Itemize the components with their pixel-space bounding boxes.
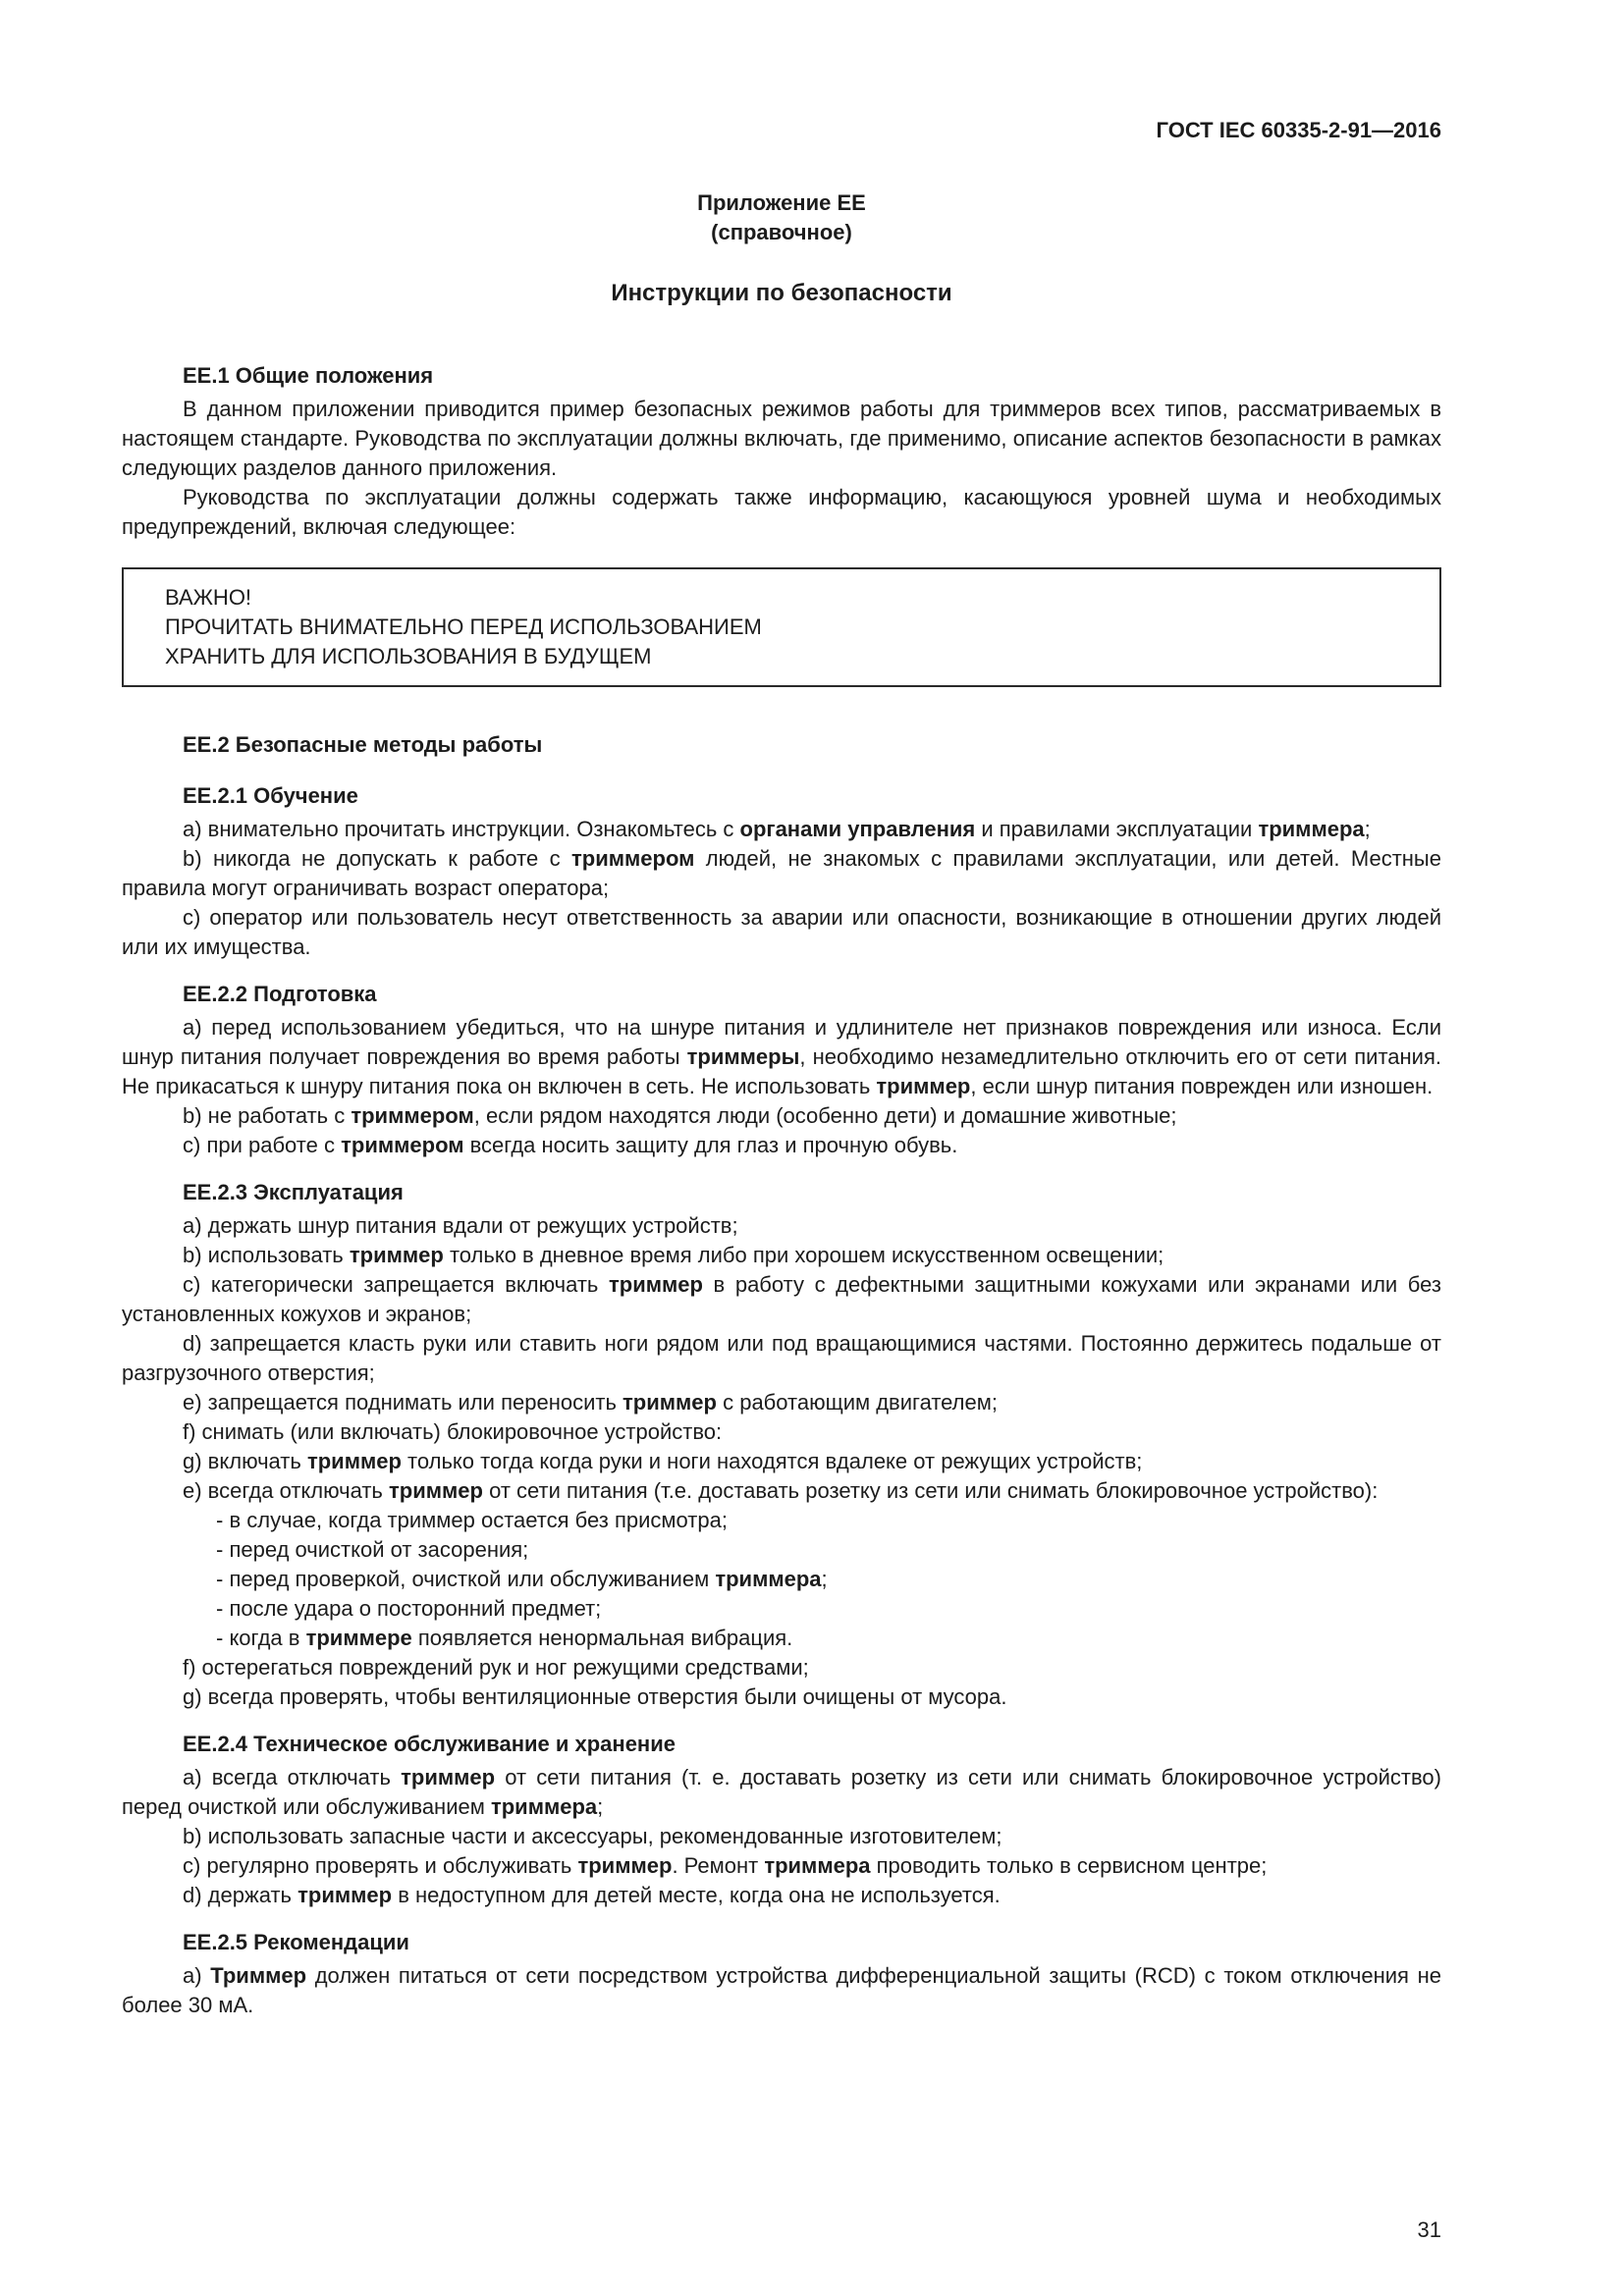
text-run: - когда в [216,1626,306,1650]
text-run: , если рядом находятся люди (особенно дети) и домашние животные; [473,1103,1177,1128]
text-run: g) всегда проверять, чтобы вентиляционные отверстия были очищены от мусора. [183,1684,1007,1709]
paragraph [122,1131,1441,1160]
text-run: c) категорически запрещается включать [183,1272,609,1297]
bold-term: триммер [401,1765,496,1789]
text-run: a) всегда отключать [183,1765,402,1789]
paragraph [122,1682,1441,1712]
annex-subtitle: (справочное) [711,220,852,244]
text-run: f) остерегаться повреждений рук и ног режущими средствами; [183,1655,809,1680]
bold-term: Триммер [210,1963,307,1988]
bold-term: триммера [1258,817,1365,841]
text-run: a) перед использованием убедиться, что на шнуре питания и удлинителе нет признаков повреждения или износа. Если шнур питания получает повреждения во время работы [122,1015,1441,1069]
paragraph [122,1476,1441,1506]
bold-term: триммер [577,1853,673,1878]
text-run: a) держать шнур питания вдали от режущих устройств; [183,1213,738,1238]
bold-term: органами управления [739,817,976,841]
text-run: ; [1364,817,1371,841]
section-heading [122,1160,1441,1211]
paragraph [122,1270,1441,1329]
paragraph [122,1417,1441,1447]
important-notice-line: ХРАНИТЬ ДЛЯ ИСПОЛЬЗОВАНИЯ В БУДУЩЕМ [165,644,652,668]
paragraph [122,844,1441,903]
text-run: b) использовать запасные части и аксессуары, рекомендованные изготовителем; [183,1824,1002,1848]
paragraph [122,1101,1441,1131]
bold-term: триммер [298,1883,393,1907]
paragraph [122,1447,1441,1476]
text-run: ЕЕ.2.3 Эксплуатация [183,1180,404,1204]
document-header-standard-number: ГОСТ IEC 60335-2-91—2016 [1156,118,1441,142]
text-run: ; [821,1567,828,1591]
paragraph [122,815,1441,844]
paragraph [122,1013,1441,1101]
text-run: f) снимать (или включать) блокировочное устройство: [183,1419,723,1444]
text-run: людей, не знакомых с правилами эксплуатации, или детей. Местные правила могут ограничивать возраст оператора; [122,846,1441,900]
text-run: ЕЕ.2.1 Обучение [183,783,358,808]
text-run: проводить только в сервисном центре; [870,1853,1268,1878]
important-notice-line: ПРОЧИТАТЬ ВНИМАТЕЛЬНО ПЕРЕД ИСПОЛЬЗОВАНИЕМ [165,614,762,639]
paragraph [122,1881,1441,1910]
text-run: ЕЕ.2.5 Рекомендации [183,1930,409,1954]
text-run: c) оператор или пользователь несут ответственность за аварии или опасности, возникающие в отношении других людей или их имущества. [122,905,1441,959]
bold-term: триммер [306,1449,402,1473]
bold-term: триммером [341,1133,464,1157]
section-heading [122,713,1441,764]
dash-list-item [122,1594,1441,1624]
paragraph [122,1241,1441,1270]
text-run: всегда носить защиту для глаз и прочную обувь. [463,1133,958,1157]
text-run: , если шнур питания поврежден или изношен. [970,1074,1434,1098]
text-run: e) запрещается поднимать или переносить [183,1390,623,1415]
text-run: в недоступном для детей месте, когда она не используется. [392,1883,1001,1907]
dash-list-item [122,1535,1441,1565]
paragraph [122,1961,1441,2020]
section-heading [122,1712,1441,1763]
annex-title: Приложение ЕЕ [697,190,866,215]
paragraph [122,1851,1441,1881]
text-run: должен питаться от сети посредством устройства дифференциальной защиты (RCD) с током отключения не более 30 мА. [122,1963,1441,2017]
text-run: b) не работать с [183,1103,352,1128]
text-run: - перед очисткой от засорения; [216,1537,529,1562]
document-blocks [122,344,1441,2020]
paragraph [122,1388,1441,1417]
bold-term: триммера [715,1567,822,1591]
dash-list-item [122,1506,1441,1535]
text-run: c) регулярно проверять и обслуживать [183,1853,578,1878]
text-run: a) [183,1963,211,1988]
paragraph [122,1329,1441,1388]
text-run: ЕЕ.2.2 Подготовка [183,982,377,1006]
paragraph [122,903,1441,962]
dash-list-item [122,1624,1441,1653]
text-run: от сети питания (т.е. доставать розетку из сети или снимать блокировочное устройство): [482,1478,1379,1503]
text-run: d) держать [183,1883,298,1907]
paragraph [122,1653,1441,1682]
section-heading [122,764,1441,815]
bold-term: триммера [490,1794,598,1819]
text-run: b) использовать [183,1243,350,1267]
bold-term: триммер [876,1074,971,1098]
text-run: ЕЕ.2.4 Техническое обслуживание и хранение [183,1732,676,1756]
paragraph [122,1763,1441,1822]
text-run: ЕЕ.2 Безопасные методы работы [183,732,543,757]
bold-term: триммер [609,1272,703,1297]
text-run: b) никогда не допускать к работе с [183,846,571,871]
text-run: и правилами эксплуатации [975,817,1259,841]
text-run: ЕЕ.1 Общие положения [183,363,434,388]
text-run: a) внимательно прочитать инструкции. Ознакомьтесь с [183,817,740,841]
important-notice-line: ВАЖНО! [165,585,252,610]
paragraph [122,1822,1441,1851]
text-run: g) включать [183,1449,307,1473]
text-run: от сети питания (т. е. доставать розетку из сети или снимать блокировочное устройство) перед очисткой или обслуживанием [122,1765,1441,1819]
page-number: 31 [1417,2217,1441,2242]
text-run: . Ремонт [672,1853,765,1878]
text-run: - после удара о посторонний предмет; [216,1596,602,1621]
text-run: с работающим двигателем; [716,1390,998,1415]
text-run: ; [597,1794,604,1819]
important-notice-box [122,567,1441,687]
text-run: - перед проверкой, очисткой или обслуживанием [216,1567,716,1591]
dash-list-item [122,1565,1441,1594]
text-run: c) при работе с [183,1133,342,1157]
text-run: e) всегда отключать [183,1478,389,1503]
bold-term: триммер [389,1478,483,1503]
text-run: , необходимо незамедлительно отключить его от сети питания. Не прикасаться к шнуру питания пока он включен в сеть. Не использовать [122,1044,1441,1098]
text-run: в работу с дефектными защитными кожухами или экранами или без установленных кожухов и экранов; [122,1272,1441,1326]
text-run: только в дневное время либо при хорошем искусственном освещении; [443,1243,1164,1267]
bold-term: триммеры [686,1044,800,1069]
text-run: появляется ненормальная вибрация. [411,1626,793,1650]
text-run: В данном приложении приводится пример безопасных режимов работы для триммеров всех типов, рассматриваемых в настоящем стандарте. Руководства по эксплуатации должны включать, где применимо, описание аспектов безопасности в рамках следующих разделов данного приложения. [122,397,1441,480]
text-run: d) запрещается класть руки или ставить ноги рядом или под вращающимися частями. Постоянно держитесь подальше от разгрузочного отверстия; [122,1331,1441,1385]
section-heading [122,1910,1441,1961]
bold-term: триммере [305,1626,412,1650]
paragraph [122,1211,1441,1241]
text-run: Руководства по эксплуатации должны содержать также информацию, касающуюся уровней шума и необходимых предупреждений, включая следующее: [122,485,1441,539]
section-heading [122,962,1441,1013]
bold-term: триммер [349,1243,444,1267]
bold-term: триммера [764,1853,871,1878]
bold-term: триммером [351,1103,474,1128]
paragraph [122,483,1441,542]
document-title: Инструкции по безопасности [611,280,952,306]
text-run: только тогда когда руки и ноги находятся вдалеке от режущих устройств; [401,1449,1143,1473]
text-run: - в случае, когда триммер остается без присмотра; [216,1508,728,1532]
paragraph [122,395,1441,483]
bold-term: триммером [570,846,695,871]
bold-term: триммер [623,1390,717,1415]
section-heading [122,344,1441,395]
